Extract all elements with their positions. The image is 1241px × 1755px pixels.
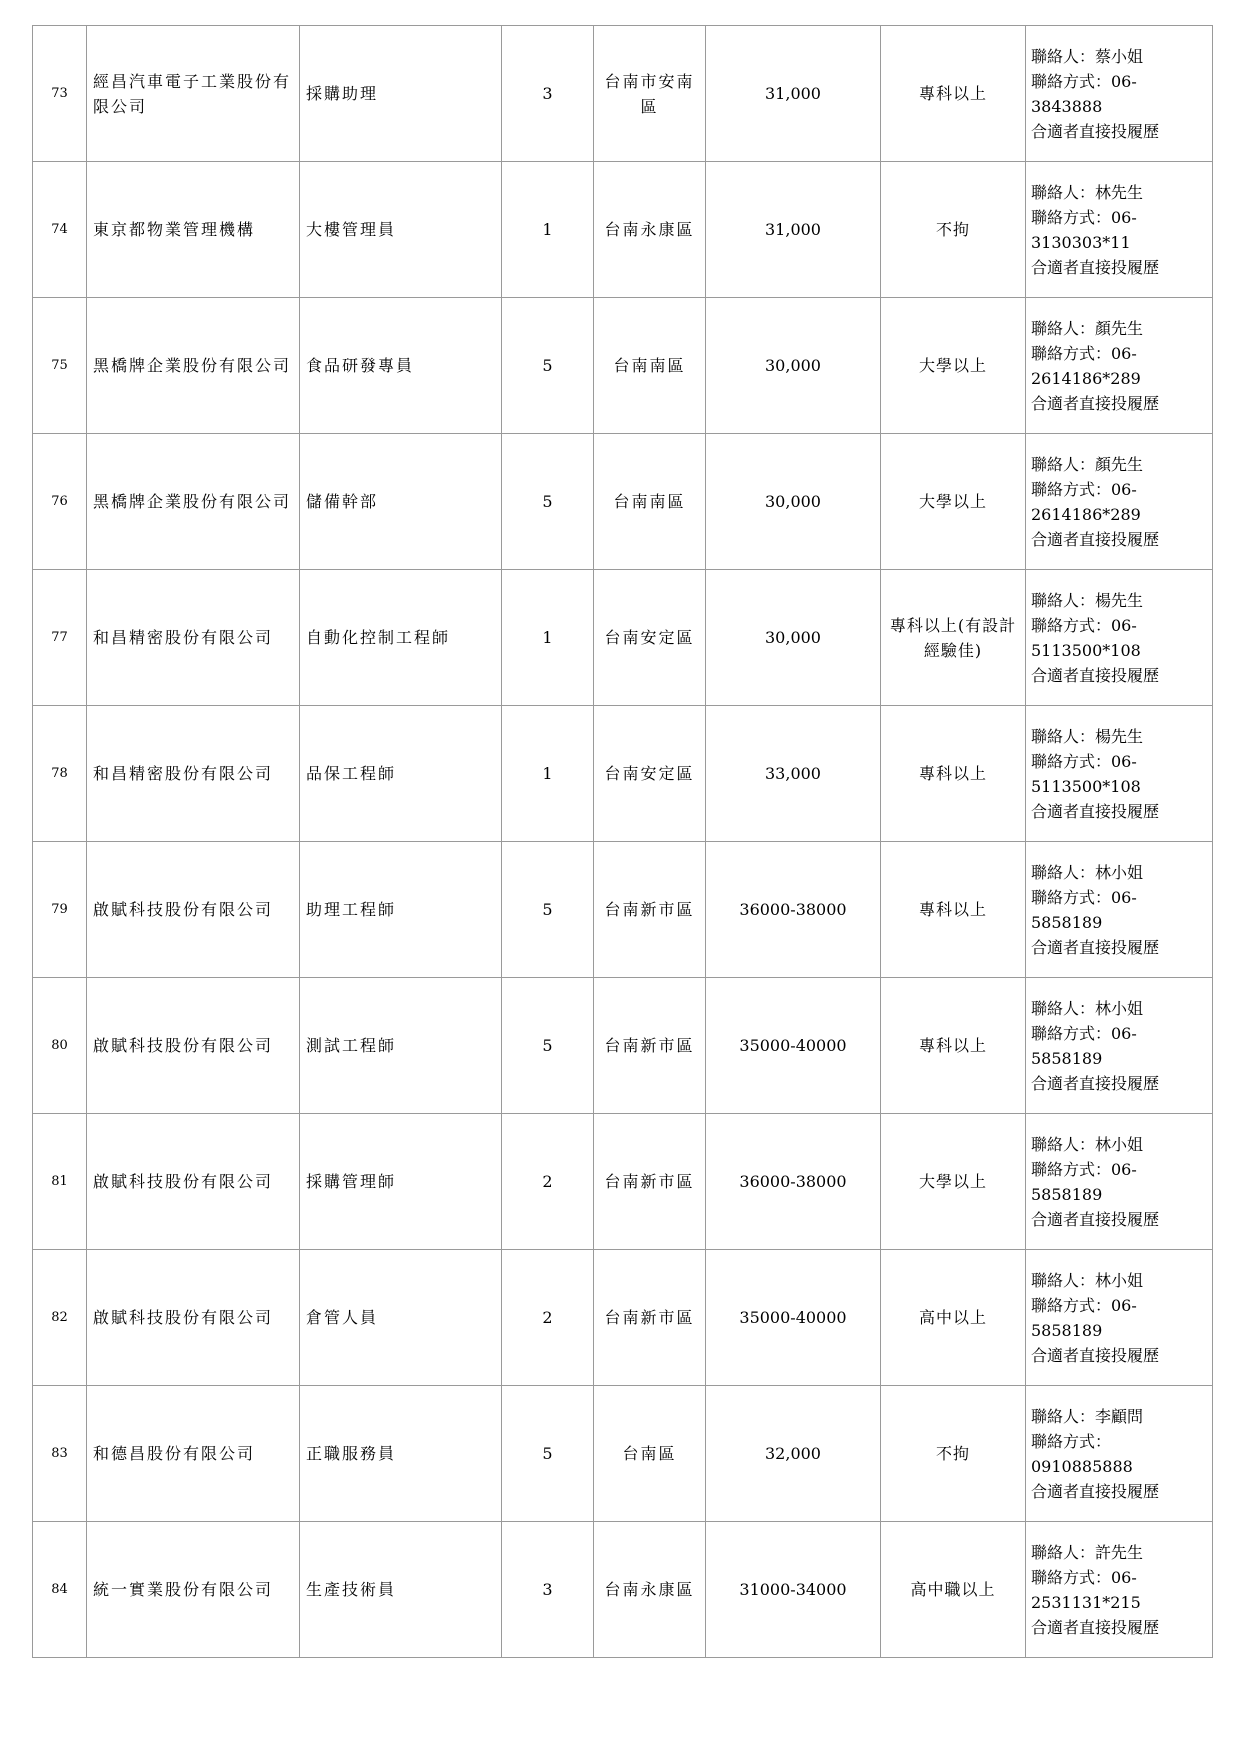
contact-person: 聯絡人：林小姐 bbox=[1031, 862, 1144, 882]
contact-method: 聯絡方式：06- bbox=[1031, 1295, 1137, 1315]
company-name: 東京都物業管理機構 bbox=[87, 162, 300, 298]
contact-info bbox=[1026, 978, 1213, 1114]
education-requirement: 專科以上 bbox=[881, 26, 1026, 162]
contact-method: 聯絡方式：06- bbox=[1031, 71, 1137, 91]
work-location: 台南新市區 bbox=[594, 1114, 706, 1250]
work-location: 台南區 bbox=[594, 1386, 706, 1522]
contact-number: 3843888 bbox=[1031, 96, 1103, 116]
job-title: 採購管理師 bbox=[300, 1114, 502, 1250]
table-row bbox=[33, 162, 1213, 298]
contact-number: 2531131*215 bbox=[1031, 1592, 1141, 1612]
salary: 30,000 bbox=[706, 298, 881, 434]
opening-count: 1 bbox=[502, 706, 594, 842]
contact-person: 聯絡人：楊先生 bbox=[1031, 590, 1144, 610]
job-title: 食品研發專員 bbox=[300, 298, 502, 434]
job-title: 助理工程師 bbox=[300, 842, 502, 978]
application-note: 合適者直接投履歷 bbox=[1031, 529, 1160, 549]
contact-method: 聯絡方式：06- bbox=[1031, 1159, 1137, 1179]
contact-person: 聯絡人：顏先生 bbox=[1031, 454, 1144, 474]
salary: 31,000 bbox=[706, 162, 881, 298]
table-row bbox=[33, 1114, 1213, 1250]
work-location: 台南安定區 bbox=[594, 570, 706, 706]
contact-info bbox=[1026, 1250, 1213, 1386]
row-number: 75 bbox=[33, 298, 87, 434]
table-row bbox=[33, 26, 1213, 162]
contact-person: 聯絡人：許先生 bbox=[1031, 1542, 1144, 1562]
job-title: 品保工程師 bbox=[300, 706, 502, 842]
contact-number: 5113500*108 bbox=[1031, 640, 1141, 660]
contact-method: 聯絡方式： bbox=[1031, 1431, 1112, 1451]
opening-count: 5 bbox=[502, 434, 594, 570]
row-number: 83 bbox=[33, 1386, 87, 1522]
job-title: 生產技術員 bbox=[300, 1522, 502, 1658]
application-note: 合適者直接投履歷 bbox=[1031, 1345, 1160, 1365]
opening-count: 5 bbox=[502, 978, 594, 1114]
contact-method: 聯絡方式：06- bbox=[1031, 207, 1137, 227]
contact-method: 聯絡方式：06- bbox=[1031, 1023, 1137, 1043]
contact-number: 2614186*289 bbox=[1031, 504, 1141, 524]
contact-method: 聯絡方式：06- bbox=[1031, 751, 1137, 771]
company-name: 經昌汽車電子工業股份有限公司 bbox=[87, 26, 300, 162]
company-name: 啟賦科技股份有限公司 bbox=[87, 1250, 300, 1386]
opening-count: 5 bbox=[502, 1386, 594, 1522]
contact-method: 聯絡方式：06- bbox=[1031, 887, 1137, 907]
table-row bbox=[33, 1386, 1213, 1522]
work-location: 台南新市區 bbox=[594, 978, 706, 1114]
job-title: 測試工程師 bbox=[300, 978, 502, 1114]
contact-number: 0910885888 bbox=[1031, 1456, 1133, 1476]
opening-count: 3 bbox=[502, 1522, 594, 1658]
work-location: 台南永康區 bbox=[594, 162, 706, 298]
job-title: 自動化控制工程師 bbox=[300, 570, 502, 706]
company-name: 黑橋牌企業股份有限公司 bbox=[87, 298, 300, 434]
contact-number: 5858189 bbox=[1031, 1048, 1103, 1068]
salary: 30,000 bbox=[706, 434, 881, 570]
contact-person: 聯絡人：林小姐 bbox=[1031, 1270, 1144, 1290]
contact-info bbox=[1026, 842, 1213, 978]
contact-method: 聯絡方式：06- bbox=[1031, 479, 1137, 499]
salary: 32,000 bbox=[706, 1386, 881, 1522]
company-name: 統一實業股份有限公司 bbox=[87, 1522, 300, 1658]
job-title: 正職服務員 bbox=[300, 1386, 502, 1522]
salary: 31,000 bbox=[706, 26, 881, 162]
contact-number: 3130303*11 bbox=[1031, 232, 1131, 252]
company-name: 和昌精密股份有限公司 bbox=[87, 570, 300, 706]
opening-count: 2 bbox=[502, 1114, 594, 1250]
contact-info bbox=[1026, 298, 1213, 434]
row-number: 73 bbox=[33, 26, 87, 162]
contact-person: 聯絡人：顏先生 bbox=[1031, 318, 1144, 338]
table-row bbox=[33, 570, 1213, 706]
application-note: 合適者直接投履歷 bbox=[1031, 393, 1160, 413]
contact-number: 5858189 bbox=[1031, 912, 1103, 932]
education-requirement: 專科以上 bbox=[881, 842, 1026, 978]
job-listing-table bbox=[32, 25, 1213, 1658]
job-title: 儲備幹部 bbox=[300, 434, 502, 570]
contact-info bbox=[1026, 434, 1213, 570]
application-note: 合適者直接投履歷 bbox=[1031, 801, 1160, 821]
company-name: 啟賦科技股份有限公司 bbox=[87, 978, 300, 1114]
row-number: 77 bbox=[33, 570, 87, 706]
work-location: 台南南區 bbox=[594, 298, 706, 434]
table-row bbox=[33, 706, 1213, 842]
opening-count: 5 bbox=[502, 298, 594, 434]
education-requirement: 專科以上 bbox=[881, 706, 1026, 842]
opening-count: 2 bbox=[502, 1250, 594, 1386]
company-name: 啟賦科技股份有限公司 bbox=[87, 1114, 300, 1250]
contact-person: 聯絡人：蔡小姐 bbox=[1031, 46, 1144, 66]
table-row bbox=[33, 1522, 1213, 1658]
contact-info bbox=[1026, 570, 1213, 706]
work-location: 台南新市區 bbox=[594, 842, 706, 978]
contact-info bbox=[1026, 1522, 1213, 1658]
contact-number: 2614186*289 bbox=[1031, 368, 1141, 388]
company-name: 和德昌股份有限公司 bbox=[87, 1386, 300, 1522]
education-requirement: 大學以上 bbox=[881, 1114, 1026, 1250]
work-location: 台南安定區 bbox=[594, 706, 706, 842]
opening-count: 3 bbox=[502, 26, 594, 162]
contact-method: 聯絡方式：06- bbox=[1031, 615, 1137, 635]
contact-person: 聯絡人：林先生 bbox=[1031, 182, 1144, 202]
contact-method: 聯絡方式：06- bbox=[1031, 343, 1137, 363]
contact-number: 5113500*108 bbox=[1031, 776, 1141, 796]
row-number: 81 bbox=[33, 1114, 87, 1250]
work-location: 台南新市區 bbox=[594, 1250, 706, 1386]
row-number: 79 bbox=[33, 842, 87, 978]
application-note: 合適者直接投履歷 bbox=[1031, 937, 1160, 957]
application-note: 合適者直接投履歷 bbox=[1031, 257, 1160, 277]
company-name: 和昌精密股份有限公司 bbox=[87, 706, 300, 842]
contact-info bbox=[1026, 26, 1213, 162]
job-title: 倉管人員 bbox=[300, 1250, 502, 1386]
company-name: 黑橋牌企業股份有限公司 bbox=[87, 434, 300, 570]
job-title: 大樓管理員 bbox=[300, 162, 502, 298]
education-requirement: 不拘 bbox=[881, 1386, 1026, 1522]
contact-number: 5858189 bbox=[1031, 1320, 1103, 1340]
work-location: 台南永康區 bbox=[594, 1522, 706, 1658]
job-title: 採購助理 bbox=[300, 26, 502, 162]
contact-info bbox=[1026, 1114, 1213, 1250]
salary: 33,000 bbox=[706, 706, 881, 842]
salary: 36000-38000 bbox=[706, 842, 881, 978]
table-row bbox=[33, 298, 1213, 434]
row-number: 74 bbox=[33, 162, 87, 298]
row-number: 84 bbox=[33, 1522, 87, 1658]
salary: 35000-40000 bbox=[706, 1250, 881, 1386]
application-note: 合適者直接投履歷 bbox=[1031, 1617, 1160, 1637]
education-requirement: 大學以上 bbox=[881, 298, 1026, 434]
row-number: 78 bbox=[33, 706, 87, 842]
contact-person: 聯絡人：李顧問 bbox=[1031, 1406, 1144, 1426]
opening-count: 5 bbox=[502, 842, 594, 978]
contact-method: 聯絡方式：06- bbox=[1031, 1567, 1137, 1587]
education-requirement: 高中職以上 bbox=[881, 1522, 1026, 1658]
opening-count: 1 bbox=[502, 570, 594, 706]
salary: 35000-40000 bbox=[706, 978, 881, 1114]
application-note: 合適者直接投履歷 bbox=[1031, 121, 1160, 141]
contact-number: 5858189 bbox=[1031, 1184, 1103, 1204]
education-requirement: 高中以上 bbox=[881, 1250, 1026, 1386]
contact-info bbox=[1026, 162, 1213, 298]
table-row bbox=[33, 978, 1213, 1114]
row-number: 76 bbox=[33, 434, 87, 570]
table-row bbox=[33, 434, 1213, 570]
opening-count: 1 bbox=[502, 162, 594, 298]
row-number: 80 bbox=[33, 978, 87, 1114]
education-requirement: 專科以上 bbox=[881, 978, 1026, 1114]
application-note: 合適者直接投履歷 bbox=[1031, 1073, 1160, 1093]
contact-person: 聯絡人：林小姐 bbox=[1031, 1134, 1144, 1154]
contact-person: 聯絡人：楊先生 bbox=[1031, 726, 1144, 746]
salary: 31000-34000 bbox=[706, 1522, 881, 1658]
work-location: 台南南區 bbox=[594, 434, 706, 570]
company-name: 啟賦科技股份有限公司 bbox=[87, 842, 300, 978]
contact-person: 聯絡人：林小姐 bbox=[1031, 998, 1144, 1018]
education-requirement: 不拘 bbox=[881, 162, 1026, 298]
salary: 36000-38000 bbox=[706, 1114, 881, 1250]
application-note: 合適者直接投履歷 bbox=[1031, 1481, 1160, 1501]
table-row bbox=[33, 1250, 1213, 1386]
application-note: 合適者直接投履歷 bbox=[1031, 1209, 1160, 1229]
salary: 30,000 bbox=[706, 570, 881, 706]
row-number: 82 bbox=[33, 1250, 87, 1386]
job-rows bbox=[33, 26, 1213, 1658]
education-requirement: 專科以上(有設計經驗佳) bbox=[881, 570, 1026, 706]
work-location: 台南市安南區 bbox=[594, 26, 706, 162]
contact-info bbox=[1026, 706, 1213, 842]
application-note: 合適者直接投履歷 bbox=[1031, 665, 1160, 685]
table-row bbox=[33, 842, 1213, 978]
education-requirement: 大學以上 bbox=[881, 434, 1026, 570]
contact-info bbox=[1026, 1386, 1213, 1522]
